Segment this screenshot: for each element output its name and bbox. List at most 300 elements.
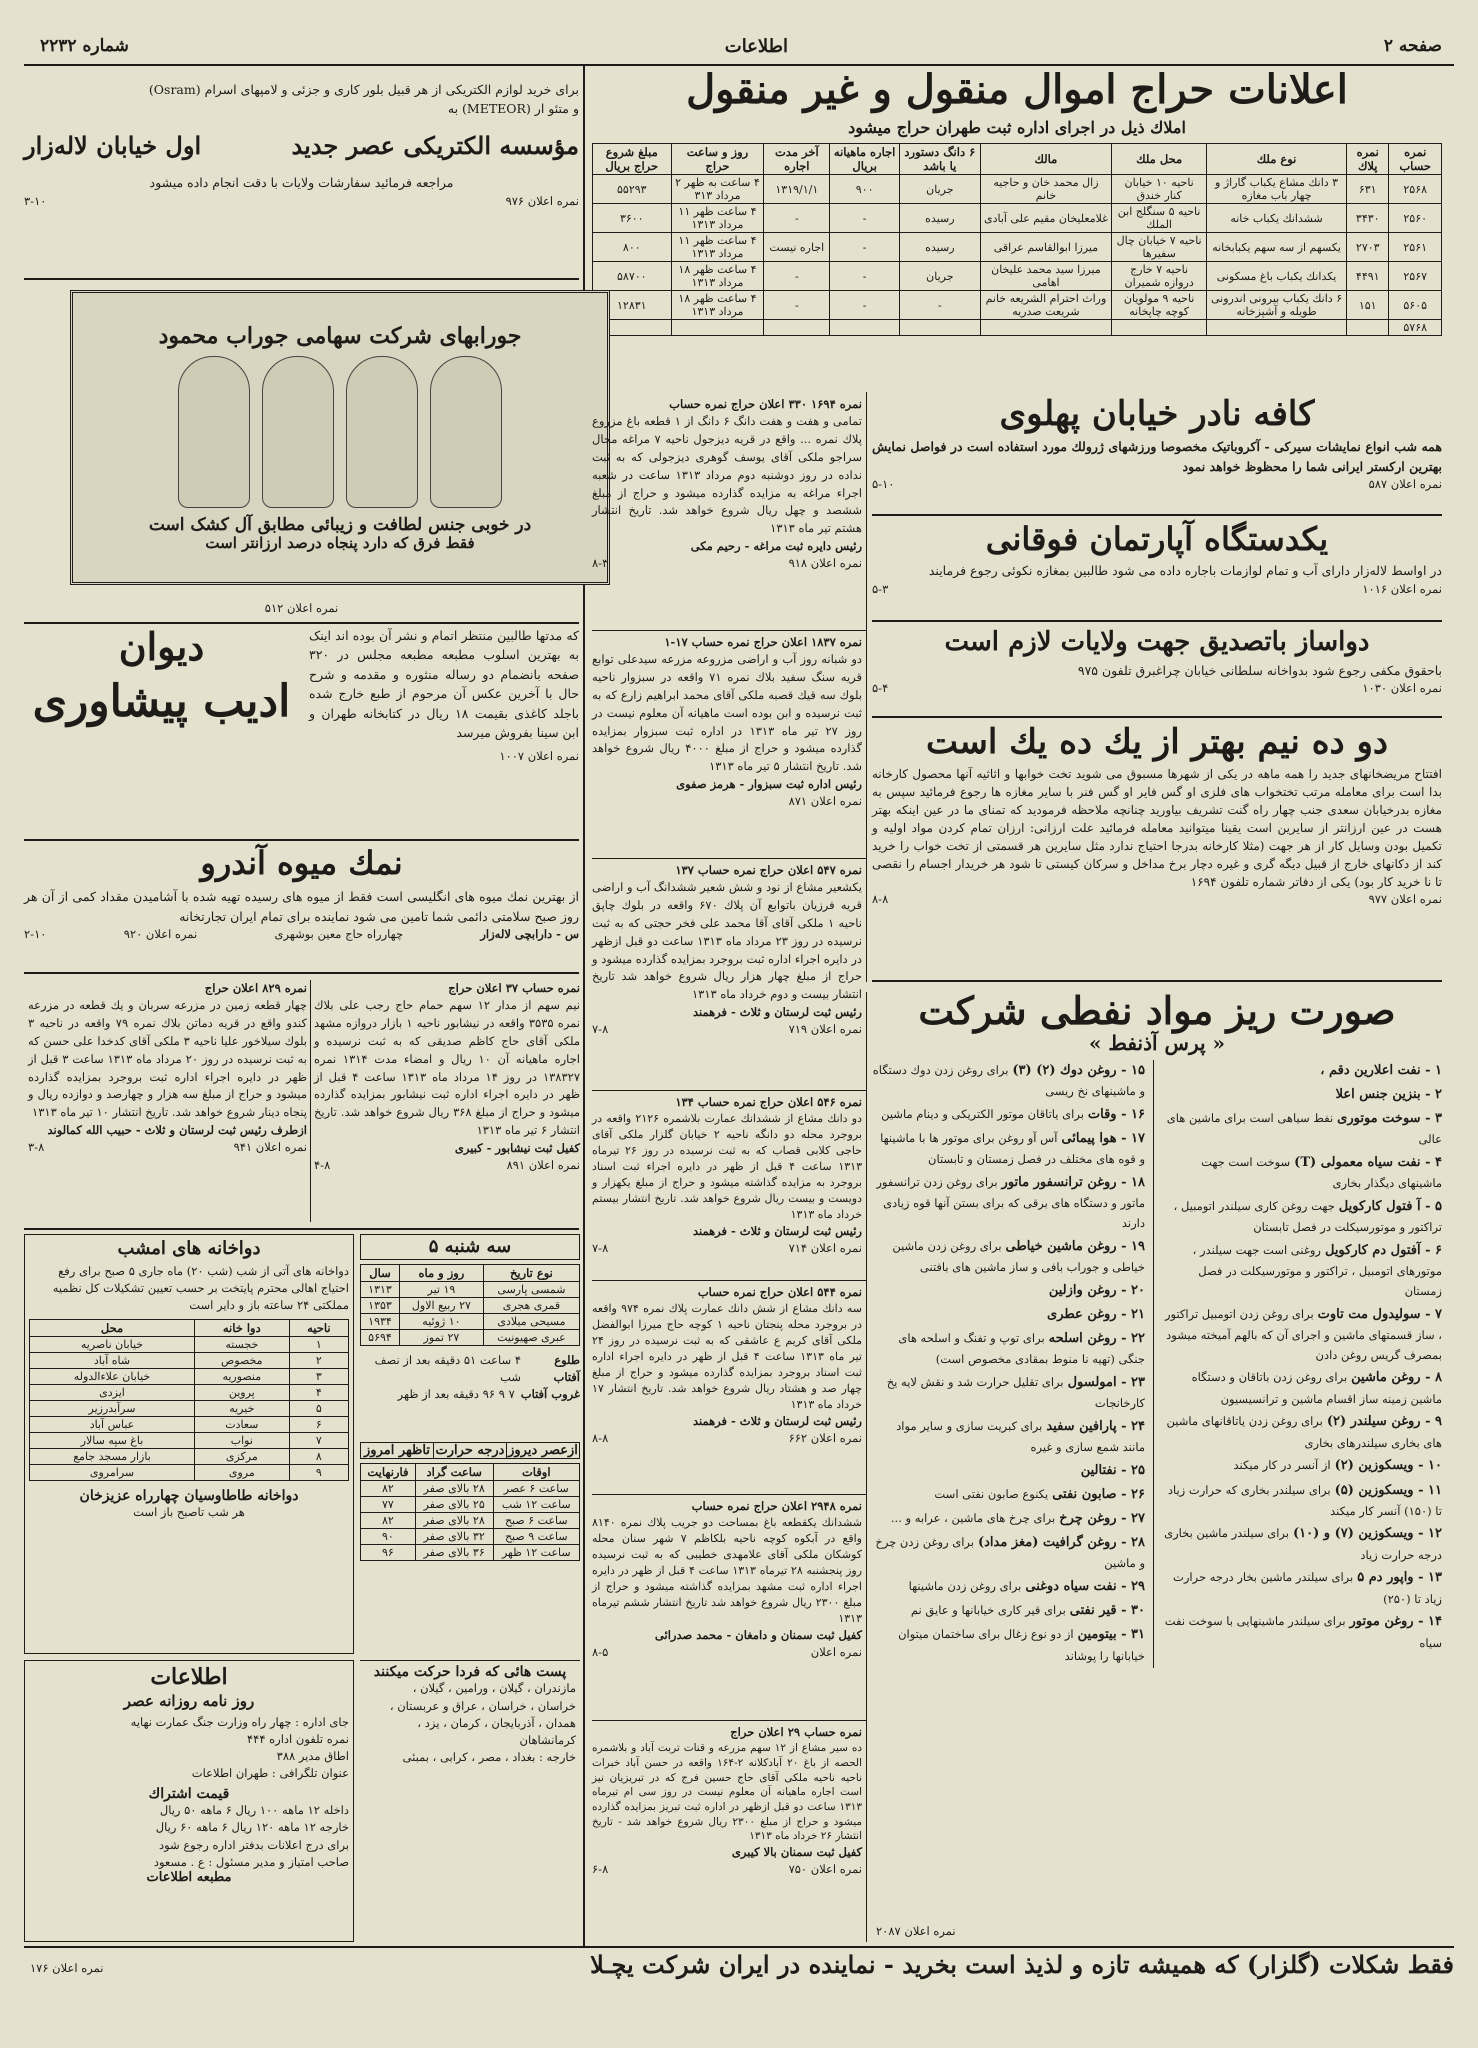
table-cell: ۳۶۰۰ bbox=[593, 204, 672, 233]
table-cell: ۴ ساعت به ظهر ۲ مرداد ۳۱۳ bbox=[671, 175, 764, 204]
divider bbox=[592, 630, 866, 631]
calendar-day-number: ۵ bbox=[428, 1236, 439, 1257]
table-cell: ۸۲ bbox=[361, 1513, 416, 1529]
table-cell: ۵۵۲۹۳ bbox=[593, 175, 672, 204]
table-cell: ۱۲۸۳۱ bbox=[593, 291, 672, 320]
ad-1694-body: تمامی و هفت و هفت دانگ ۶ دانگ از ۱ قطعه باغ مزروع پلاك نمره ... واقع در قریه دیزجول ناحیه ۷ مراغه محال سراجو ملکی آقای یوسف گوهری دیزجولی که به ثبت نداده در روز دوشنبه دوم مرداد ۱۳۱۳ ساعت در شعبه اجراء مراغه به مزایده گذارده میشود و حراج از مبلغ ششصد و چهل ریال شروع خواهد شد. تاریخ انتشار هشتم تیر ماه ۱۳۱۳ bbox=[592, 414, 862, 536]
list-item bbox=[872, 1236, 1145, 1277]
table-cell: ۸۰۰ bbox=[593, 233, 672, 262]
pharmacist-ad-code: ۵-۴ bbox=[872, 680, 889, 695]
stockings-line-2: فقط فرق که دارد پنجاه درصد ارزانتر است bbox=[205, 533, 475, 552]
table-cell: ساعت ۱۲ ظهر bbox=[493, 1545, 579, 1561]
product-name: ۳۰ - قیر نفتی bbox=[1069, 1603, 1145, 1619]
pharmacy-column-header: محل bbox=[30, 1319, 195, 1336]
product-description: برای سیلندر بخاری که حرارت زیاد تا (۱۵۰) آنسر کار میکند bbox=[1167, 1482, 1442, 1518]
auction-ad-2948 bbox=[592, 1498, 862, 1716]
product-name: ۱۶ - وقات bbox=[1087, 1106, 1145, 1122]
leg-figure bbox=[430, 356, 502, 508]
table-row bbox=[361, 1497, 580, 1513]
info-outside-price: خارجه ۱۲ ماهه ۱۲۰ ریال ۶ ماهه ۶۰ ریال bbox=[155, 1820, 349, 1835]
list-item bbox=[1162, 1567, 1442, 1608]
ad-29-code: ۶-۸ bbox=[592, 1862, 609, 1877]
product-name: ۱۸ - روغن ترانسفور ماتور bbox=[1001, 1174, 1145, 1190]
ad-544-code: ۸-۸ bbox=[592, 1431, 609, 1446]
product-name: ۲۳ - امولسول bbox=[1067, 1374, 1145, 1390]
product-description: برای یاتاقان موتور الکتریکی و دینام ماشین bbox=[881, 1106, 1084, 1121]
ad-547-sign: رئیس ثبت لرستان و ثلاث - فرهمند bbox=[692, 1004, 862, 1019]
apartment-ad-code: ۵-۳ bbox=[872, 581, 889, 596]
ad-547-body: یکشعیر مشاع از نود و شش شعیر ششدانگ آب و اراضی قریه فرزیان باتوابع آن پلاك ۶۷۰ واقعه در بلوك چاپق ناحیه ۱ ملکی آقای آقا محمد علی فخر حجتی که به ثبت نرسیده در روز ۲۳ مرداد ماه ۱۳۱۳ ساعت دو قبل ازظهر در دایره اجراء اداره ثبت بروجرد بمزایده گذارده میشود و حراج از مبلغ چهار هزار ریال شروع خواهد شد تاریخ انتشار بیست و دوم خرداد ماه ۱۳۱۳ bbox=[591, 880, 863, 1002]
osram-text-1: برای خرید لوازم الکتریکی از هر قبیل بلور کاری و جزئی و لامپهای اسرام (Osram) bbox=[148, 82, 579, 97]
table-cell: ناحیه ۷ خارج دروازه شمیران bbox=[1112, 262, 1207, 291]
pharmacy-column-header: ناحیه bbox=[289, 1319, 348, 1336]
product-name: ۱۷ - هوا پیمائی bbox=[1061, 1130, 1145, 1146]
pharmacy-extra-note: هر شب تاصبح باز است bbox=[133, 1504, 245, 1519]
list-item bbox=[872, 1416, 1145, 1457]
list-item bbox=[1162, 1367, 1442, 1408]
product-name: ۷ - سولیدول مت تاوت bbox=[1317, 1306, 1442, 1322]
ad-546-code: ۷-۸ bbox=[592, 1241, 609, 1256]
auction-column-header: روز و ساعت حراج bbox=[671, 144, 764, 175]
auction-column-header: نمره حساب bbox=[1389, 144, 1442, 175]
calendar-column-header: روز و ماه bbox=[399, 1264, 483, 1281]
table-cell: باغ سپه سالار bbox=[30, 1432, 195, 1448]
temperature-table bbox=[360, 1463, 580, 1561]
list-item bbox=[872, 1484, 1145, 1505]
diwan-ad-number: نمره اعلان ۱۰۰۷ bbox=[499, 749, 579, 764]
post-title: پست هائی که فردا حرکت میکنند bbox=[373, 1664, 567, 1680]
sunset-label: غروب آفتاب bbox=[520, 1387, 580, 1402]
fruit-salt-agent: چهارراه حاج معین بوشهری bbox=[274, 926, 404, 941]
table-row bbox=[30, 1384, 349, 1400]
divider bbox=[592, 1720, 866, 1721]
table-cell bbox=[1347, 320, 1389, 336]
table-cell: - bbox=[900, 291, 981, 320]
product-name: ۱۹ - روغن ماشین خیاطی bbox=[1005, 1238, 1145, 1254]
petroleum-list-left bbox=[872, 1060, 1145, 1669]
ad-1694-code: ۸-۳ bbox=[592, 556, 609, 571]
stockings-ad-number: نمره اعلان ۵۱۲ bbox=[264, 601, 339, 615]
table-cell: خجسته bbox=[194, 1336, 289, 1352]
product-description: برای روغن زدن ماشینها bbox=[908, 1579, 1022, 1594]
ad-546-sign: رئیس ثبت لرستان و ثلاث - فرهمند bbox=[692, 1223, 862, 1238]
ad-37-head: نمره حساب ۳۷ اعلان حراج bbox=[448, 981, 580, 995]
table-row bbox=[30, 1368, 349, 1384]
table-row bbox=[361, 1513, 580, 1529]
auction-ad-1837 bbox=[592, 634, 862, 856]
auction-ad-1694 bbox=[592, 396, 862, 626]
table-cell: ۹ bbox=[289, 1464, 348, 1480]
product-name: ۲۹ - نفت سیاه دوغنی bbox=[1025, 1579, 1145, 1595]
osram-location: اول خیابان لاله‌زار bbox=[24, 130, 202, 160]
table-cell: ۳ bbox=[289, 1368, 348, 1384]
auction-subtitle: املاك ذیل در اجرای اداره ثبت طهران حراج میشود bbox=[848, 118, 1186, 137]
product-description: برای روغن زدن اتومبیل تراکتور ، ساز قسمتهای ماشین و اجرای آن که بالهم آمیخته میشود بمصرف گریس روغن دادن bbox=[1164, 1306, 1442, 1362]
product-name: ۲۷ - روغن چرخ bbox=[1059, 1510, 1145, 1526]
sunrise-label: طلوع آفتاب bbox=[553, 1352, 580, 1385]
table-row bbox=[30, 1432, 349, 1448]
beds-title: دو ده نیم بهتر از یك ده یك است bbox=[925, 722, 1389, 762]
auction-column-header: نمره پلاك bbox=[1347, 144, 1389, 175]
list-item bbox=[872, 1372, 1145, 1413]
ad-1837-head: نمره ۱۸۳۷ اعلان حراج نمره حساب ۱۷-۱ bbox=[664, 635, 862, 649]
info-address: جای اداره : چهار راه وزارت جنگ عمارت نهایه bbox=[130, 1714, 349, 1729]
list-item bbox=[1162, 1060, 1442, 1081]
table-cell: ۱۳۱۹/۱/۱ bbox=[764, 175, 830, 204]
ad-37-code: ۴-۸ bbox=[314, 1158, 331, 1172]
table-cell: ناحیه ۵ سنگلج ابن الملك bbox=[1112, 204, 1207, 233]
fruit-salt-ad-number: نمره اعلان ۹۲۰ bbox=[123, 926, 198, 941]
temperature-title: درجه حرارت bbox=[433, 1443, 507, 1458]
table-cell: ۶ دانك یکباب بیرونی اندرونی طویله و آشپزخانه bbox=[1207, 291, 1347, 320]
table-cell: - bbox=[764, 291, 830, 320]
product-name: ۴ - نفت سیاه معمولی (T) bbox=[1294, 1155, 1442, 1171]
product-description: برای روغن زدن دوك دستگاه و ماشینهای نخ ریسی bbox=[872, 1062, 1145, 1098]
cafe-ad-code: ۵-۱۰ bbox=[872, 477, 895, 492]
table-row bbox=[361, 1545, 580, 1561]
table-cell: ۳ دانك مشاع یکباب گاراژ و چهار باب مغازه bbox=[1207, 175, 1347, 204]
temperature-box bbox=[360, 1442, 580, 1652]
cafe-title: کافه نادر خیابان پهلوی bbox=[999, 394, 1315, 434]
ad-547-head: نمره ۵۴۷ اعلان حراج نمره حساب ۱۳۷ bbox=[675, 863, 862, 877]
list-item bbox=[1162, 1480, 1442, 1521]
petroleum-ad bbox=[872, 990, 1442, 1942]
ad-546-head: نمره ۵۴۶ اعلان حراج نمره حساب ۱۳۴ bbox=[675, 1095, 862, 1109]
product-name: ۲ - بنزین جنس اعلا bbox=[1335, 1086, 1442, 1102]
fruit-salt-title: نمك میوه آندرو bbox=[200, 844, 403, 882]
auction-title: اعلانات حراج اموال منقول و غیر منقول bbox=[686, 66, 1348, 113]
table-cell: ۲۵ بالای صفر bbox=[415, 1497, 493, 1513]
footer-chocolate-ad: فقط شکلات (گلزار) که همیشه تازه و لذیذ است بخرید - نماینده در ایران شرکت یچـلا bbox=[590, 1950, 1454, 1979]
list-item bbox=[1162, 1196, 1442, 1237]
table-cell: خیابان علاءالدوله bbox=[30, 1368, 195, 1384]
table-cell: ۱۹۳۴ bbox=[361, 1313, 400, 1329]
table-cell: - bbox=[764, 262, 830, 291]
product-description: برای روغن زدن ترانسفور ماتور و دستگاه های برقی که برای بستن آنها قوه زیادی دارند bbox=[876, 1174, 1145, 1230]
list-item bbox=[872, 1304, 1145, 1325]
info-subscription-title: قیمت اشتراك bbox=[148, 1785, 230, 1802]
ad-1837-number: نمره اعلان ۸۷۱ bbox=[788, 794, 862, 809]
table-cell: شاه آباد bbox=[30, 1352, 195, 1368]
list-item bbox=[872, 1600, 1145, 1621]
ad-29-number: نمره اعلان ۷۵۰ bbox=[788, 1862, 862, 1877]
table-cell: رسیده bbox=[900, 233, 981, 262]
product-name: ۱۳ - واپور دم ۵ bbox=[1357, 1570, 1442, 1586]
table-cell: ۳۲ بالای صفر bbox=[415, 1529, 493, 1545]
table-cell: سرآبدرزیر bbox=[30, 1400, 195, 1416]
list-item bbox=[872, 1060, 1145, 1101]
pharmacist-ad-number: نمره اعلان ۱۰۳۰ bbox=[1362, 680, 1442, 695]
list-item bbox=[1162, 1411, 1442, 1452]
info-phone-1: نمره تلفون اداره ۴۴۴ bbox=[246, 1731, 349, 1746]
pharmacy-box bbox=[24, 1234, 354, 1654]
table-row bbox=[361, 1529, 580, 1545]
calendar-day bbox=[360, 1234, 580, 1260]
product-description: برای سیلندر ماشین بخار درجه حرارت زیاد تا (۲۵۰) bbox=[1173, 1570, 1442, 1606]
post-line-1: مازندران ، گیلان ، ورامین ، گیلان ، bbox=[412, 1681, 576, 1696]
table-cell: ساعت ۶ عصر bbox=[493, 1481, 579, 1497]
info-inside-price: داخله ۱۲ ماهه ۱۰۰ ریال ۶ ماهه ۵۰ ریال bbox=[159, 1803, 349, 1818]
ad-1694-sign: رئیس دایره ثبت مراغه - رحیم مکی bbox=[690, 538, 862, 553]
table-cell: مخصوص bbox=[194, 1352, 289, 1368]
ad-2948-body: ششدانك يكقطعه باغ بمساحت دو جریب پلاك نمره ۸۱۴۰ واقع در آبکوه کوچه ناحیه بلکاظم ۷ شهر سنان محله کوشکان ملکی آقای علامهدی خطیبی که به ثبت نرسیده روز پنجشنبه ۲۸ تیرماه ۱۳۱۳ ساعت ۴ قبل از ظهر در دایره اجراء اداره ثبت مشهد بمزایده گذاشته میشود و حراج از مبلغ ۲۳۰۰ ریال شروع خواهد شد تاریخ انتشار ششم تیرماه ۱۳۱۳ bbox=[592, 1516, 863, 1625]
temperature-column-header: ساعت گراد bbox=[415, 1464, 493, 1481]
table-cell: یکدانك یکباب باغ مسکونی bbox=[1207, 262, 1347, 291]
table-cell: - bbox=[830, 233, 900, 262]
table-cell: ۵ bbox=[289, 1400, 348, 1416]
ad-37-number: نمره اعلان ۸۹۱ bbox=[506, 1158, 580, 1172]
product-description: برای توپ و تفنگ و اسلحه های جنگی (تهیه نا منوط بمقادی مخصوص است) bbox=[898, 1330, 1145, 1366]
list-item bbox=[872, 1172, 1145, 1233]
pharmacist-text: باحقوق مکفی رجوع شود بدواخانه سلطانی خیابان چراغبرق تلفون ۹۷۵ bbox=[1077, 662, 1442, 678]
product-name: ۲۸ - روغن گرافیت (مغز مداد) bbox=[977, 1535, 1145, 1551]
table-row bbox=[593, 320, 1442, 336]
post-line-4: خارجه : بغداد ، مصر ، کرابی ، بمبئی bbox=[402, 1750, 576, 1765]
petroleum-ad-number: نمره اعلان ۲۰۸۷ bbox=[876, 1923, 956, 1938]
ad-546-body: دو دانك مشاع از ششدانك عمارت بلاشمره ۲۱۲۶ واقعه در بروجرد محله دو دانگه ناحیه ۲ خیابان گلزار ملکی آقای حاجی کلابی قصاب که به ثبت نرسیده در روز ۲۶ تیرماه ۱۳۱۳ ساعت ۴ قبل از ظهر در دایره اجراء ثبت اسناد بروجرد به مزایده گذاشته میشود و حراج از مبلغ یکهزار و دویست و بیست ریال شروع خواهد شد. تاریخ انتشار بیستم خرداد ماه ۱۳۱۳ bbox=[592, 1112, 862, 1221]
ad-544-head: نمره ۵۴۴ اعلان حراج نمره حساب bbox=[697, 1285, 862, 1299]
calendar-table bbox=[360, 1264, 580, 1346]
table-cell: ۱ bbox=[289, 1336, 348, 1352]
list-item bbox=[872, 1104, 1145, 1125]
table-cell: ناحیه ۹ مولویان کوچه چاپخانه bbox=[1112, 291, 1207, 320]
calendar-day-name: سه شنبه bbox=[444, 1236, 512, 1257]
column-divider-mid-lower bbox=[866, 992, 867, 1942]
table-cell: ۲۵۶۷ bbox=[1389, 262, 1442, 291]
table-cell: ۳۶ بالای صفر bbox=[415, 1545, 493, 1561]
table-cell bbox=[764, 320, 830, 336]
table-cell: ناحیه ۱۰ خیابان کنار خندق bbox=[1112, 175, 1207, 204]
post-line-2: خراسان ، خراسان ، عراق و عربستان ، bbox=[389, 1698, 576, 1713]
list-item bbox=[872, 1328, 1145, 1369]
table-row bbox=[361, 1329, 580, 1345]
ad-1837-body: دو شبانه روز آب و اراضی مزروعه مزرعه سیدعلی توابع قریه سنگ سفید بلاك نمره ۷۱ واقعه در سبزوار ناحیه بلوك سه قیك قصبه ملکی آقای محمد ابراهیم زارع که به ثبت نرسیده و ابن بوده است ماهیانه آن معلوم نیست در روز ۲۷ تیر ماه ۱۳۱۳ در اداره ثبت سبزوار بمزایده گذارده میشود و حراج از مبلغ ۴۰۰۰ ریال شروع خواهد شد. تاریخ انتشار ۵ تیر ماه ۱۳۱۳ bbox=[592, 652, 862, 774]
auction-column-header: مالك bbox=[980, 144, 1112, 175]
list-item bbox=[872, 1576, 1145, 1597]
newspaper-info-box bbox=[24, 1660, 354, 1942]
product-name: ۶ - آفتول دم کاركویل bbox=[1324, 1242, 1442, 1258]
calendar-column-header: سال bbox=[361, 1264, 400, 1281]
beds-ad-code: ۸-۸ bbox=[872, 892, 889, 907]
table-cell bbox=[830, 320, 900, 336]
osram-ad-number: نمره اعلان ۹۷۶ bbox=[505, 193, 579, 208]
temperature-column-header: اوقات bbox=[493, 1464, 579, 1481]
product-name: ۱ - نفت اعلارین دقم ، bbox=[1320, 1062, 1442, 1078]
diwan-intro: که مدتها طالبین منتظر اتمام و نشر آن بوده اند اینک به بهترین اسلوب مطبعه مطبعه مجلس در ۳۲۰ صفحه بانضمام دو رساله منثوره و مقدمه و شرح حال با آخرین عکس آن مرحوم از طبع خارج شده باجلد کاغذی بقیمت ۱۸ ریال در کتابخانه طهران و ابن سینا بفروش میرسد bbox=[309, 628, 579, 740]
product-description: جهت روغن کاری سیلندر اتومبیل ، تراکتور و موتورسیکلت در فصل تابستان bbox=[1173, 1198, 1442, 1235]
page-number: صفحه ۲ bbox=[1383, 36, 1442, 56]
table-cell: ۵۸۷۰۰ bbox=[593, 262, 672, 291]
calendar-column-header: نوع تاریخ bbox=[483, 1264, 579, 1281]
table-row bbox=[30, 1336, 349, 1352]
divider bbox=[592, 1494, 866, 1495]
table-row bbox=[30, 1448, 349, 1464]
table-cell: ۲۷ تموز bbox=[399, 1329, 483, 1345]
table-cell: ۱۵۱ bbox=[1347, 291, 1389, 320]
table-cell: سعادت bbox=[194, 1416, 289, 1432]
ad-2948-number: نمره اعلان bbox=[810, 1645, 862, 1660]
sunset-time: ۷ ۹ ۹۶ دقیقه بعد از ظهر bbox=[397, 1387, 515, 1402]
divider bbox=[24, 622, 579, 624]
table-row bbox=[30, 1464, 349, 1480]
info-title: اطلاعات bbox=[150, 1664, 228, 1690]
pharmacist-title: دواساز باتصدیق جهت ولایات لازم است bbox=[944, 627, 1370, 657]
ad-829-code: ۳-۸ bbox=[28, 1140, 45, 1155]
sunrise-time: ۴ ساعت ۵۱ دقیقه بعد از نصف شب bbox=[374, 1352, 522, 1385]
info-owner: صاحب امتیاز و مدیر مسئول : ع . مسعود bbox=[153, 1854, 349, 1869]
table-cell: ۶۳۱ bbox=[1347, 175, 1389, 204]
beds-ad bbox=[872, 724, 1442, 982]
product-name: ۲۶ - صابون نفتی bbox=[1052, 1486, 1145, 1502]
auction-ad-544 bbox=[592, 1284, 862, 1484]
info-ads: برای درج اعلانات بدفتر اداره رجوع شود bbox=[158, 1837, 349, 1852]
product-name: ۱۲ - ویسکوزین (۷) و (۱۰) bbox=[1292, 1526, 1442, 1542]
table-cell: بازار مسجد جامع bbox=[30, 1448, 195, 1464]
product-description: برای روغن زدن چرخ و ماشین bbox=[875, 1535, 1145, 1571]
ad-829-number: نمره اعلان ۹۴۱ bbox=[233, 1140, 307, 1155]
divider bbox=[592, 1090, 866, 1091]
product-description: برای تقلیل حرارت شد و نقش لایه یخ کارخانجات bbox=[886, 1374, 1145, 1410]
table-cell: ۲۵۶۰ bbox=[1389, 204, 1442, 233]
fruit-salt-ad-code: ۲-۱۰ bbox=[24, 926, 47, 941]
post-box bbox=[360, 1660, 580, 1942]
list-item bbox=[872, 1460, 1145, 1481]
table-cell: ۲ bbox=[289, 1352, 348, 1368]
table-cell bbox=[900, 320, 981, 336]
table-cell: ایزدی bbox=[30, 1384, 195, 1400]
table-cell: ۴ ساعت ظهر ۱۱ مرداد ۱۳۱۳ bbox=[671, 233, 764, 262]
list-item bbox=[1162, 1108, 1442, 1149]
product-description: برای چرخ های ماشین ، عرابه و ... bbox=[890, 1510, 1056, 1525]
beds-text: افتتاح مریضخانهای جدید را همه ماهه در یکی از شهرها مسبوق می شوید تخت خوابها و اثاثیه آنها محصول کارخانه بدا است برای معامله مرتب تختخواب های فلزی او گس فایر او گس فنر با سایر مغازه ها رجوع فرمائید سپس به مغازه بدرخیابان سعدی جنب چهار راه گنت تشریف بیاورید چنانچه ملاحظه فرمودید که تمنای ما در عین اینکه بهتر هست در عین ارزانتر از سایرین است یقینا میتوانید معامله فرمائید علت ارزانی: ارزان تمام کردن مواد اولیه و تکمیل بودن وسایل کار از هر جهت (مثلا کارخانه بدرجا احتیاج ندارد مثل سایرین هر قسمتی از تخت خواب را خرید کند از دکانهای خارج از قبیل دیگه گری و غیره دچار برخ مداخل و سرکان کیستی تا شود هر خریدار اجسام را نقصی تا نا خرید کار بود) یکی از دفاتر شماره تلفون ۱۶۹۴ bbox=[872, 767, 1442, 890]
table-cell: ۸۲ bbox=[361, 1481, 416, 1497]
table-cell: قمری هجری bbox=[483, 1297, 579, 1313]
newspaper-name: اطلاعات bbox=[724, 36, 788, 57]
diwan-author: ادیب پیشاوری bbox=[32, 675, 291, 727]
table-cell: غلامعلیخان مقیم علی آبادی bbox=[980, 204, 1112, 233]
petroleum-title: صورت ریز مواد نفطی شرکت bbox=[918, 988, 1396, 1033]
table-cell: سرامروی bbox=[30, 1464, 195, 1480]
leg-figure bbox=[178, 356, 250, 508]
ad-544-body: سه دانك مشاع از شش دانك عمارت پلاك نمره ۹۷۴ واقعه در بروجرد محله پنجتان ناحیه ۱ کوچه حاج میرزا ابوالفضل ملکی آقای کریم ع عاشقی که به ثبت نرسیده در روز ۲۴ تیر ماه ۱۳۱۳ ساعت ۴ قبل از ظهر در دایره اجراء اداره ثبت اسناد بروجرد بمزایده گذارده میشود و حراج از مبلغ چهار صد و هشتاد ریال شروع خواهد شد. تاریخ انتشار ۱۷ خرداد ماه ۱۳۱۳ bbox=[592, 1302, 862, 1411]
ad-829-sign: ازطرف رئیس ثبت لرستان و ثلاث - حبیب الله کمالوند bbox=[47, 1122, 307, 1137]
table-row bbox=[361, 1313, 580, 1329]
table-cell: ۱۹ تیر bbox=[399, 1281, 483, 1297]
table-cell: زال محمد خان و حاجیه خانم bbox=[980, 175, 1112, 204]
table-row bbox=[593, 204, 1442, 233]
table-cell: ساعت ۹ صبح bbox=[493, 1529, 579, 1545]
table-row bbox=[361, 1281, 580, 1297]
product-name: ۳ - سوخت موتوری bbox=[1337, 1111, 1442, 1127]
table-cell: ۴ ساعت ظهر ۱۱ مرداد ۱۳۱۳ bbox=[671, 204, 764, 233]
table-cell: ۱۳۱۳ bbox=[361, 1281, 400, 1297]
table-row bbox=[361, 1481, 580, 1497]
table-cell: پروین bbox=[194, 1384, 289, 1400]
table-cell: ۷۷ bbox=[361, 1497, 416, 1513]
column-divider-mid bbox=[866, 392, 867, 982]
fruit-salt-text: از بهترین نمك میوه های انگلیسی است فقط از میوه های رسیده تهیه شده با آشامیدن مقداد کمی از آن هر روز صبح سلامتی دائمی شما تامین می شود نماینده برای تمام ایران تجارتخانه bbox=[24, 889, 579, 924]
divider bbox=[592, 858, 866, 859]
pharmacy-column-header: دوا خانه bbox=[194, 1319, 289, 1336]
list-item bbox=[872, 1624, 1145, 1665]
ad-547-number: نمره اعلان ۷۱۹ bbox=[788, 1022, 862, 1037]
table-cell: ۱۳۵۳ bbox=[361, 1297, 400, 1313]
table-row bbox=[593, 233, 1442, 262]
osram-text-2: و متئو ار (METEOR) به bbox=[447, 101, 579, 117]
list-item bbox=[1162, 1152, 1442, 1193]
table-cell: میرزا ابوالقاسم عراقی bbox=[980, 233, 1112, 262]
diwan-title: دیوان bbox=[118, 624, 205, 669]
apartment-ad-number: نمره اعلان ۱۰۱۶ bbox=[1362, 581, 1442, 596]
post-line-3: همدان ، آذربایجان ، کرمان ، یزد ، کرمانشاهان bbox=[417, 1715, 576, 1748]
table-cell: ساعت ۶ صبح bbox=[493, 1513, 579, 1529]
pharmacy-title: دواخانه های امشب bbox=[117, 1238, 261, 1259]
product-description: سوخت است جهت ماشینهای دیگذار بخاری bbox=[1201, 1155, 1442, 1191]
table-cell: ۴ bbox=[289, 1384, 348, 1400]
list-item bbox=[1162, 1084, 1442, 1105]
table-cell: مسیحی میلادی bbox=[483, 1313, 579, 1329]
ad-544-number: نمره اعلان ۶۶۲ bbox=[788, 1431, 862, 1446]
table-cell: - bbox=[830, 291, 900, 320]
apartment-title: یکدستگاه آپارتمان فوقانی bbox=[985, 520, 1329, 558]
diwan-ad bbox=[24, 626, 579, 841]
list-item bbox=[1162, 1240, 1442, 1301]
table-cell: منصوریه bbox=[194, 1368, 289, 1384]
product-description: روغنی است جهت سیلندر ، موتورهای اتومبیل ، تراکتور و موتورسیکلت در فصل زمستان bbox=[1192, 1242, 1442, 1298]
ad-546-number: نمره اعلان ۷۱۴ bbox=[788, 1241, 862, 1256]
ad-547-code: ۷-۸ bbox=[592, 1022, 609, 1037]
apartment-ad bbox=[872, 522, 1442, 622]
ad-2948-sign: کفیل ثبت سمنان و دامغان - محمد صدرائی bbox=[654, 1627, 862, 1642]
table-row bbox=[30, 1416, 349, 1432]
ad-829-body: چهار قطعه زمین در مزرعه سربان و یك قطعه در مزرعه کندو واقع در قریه دماتن بلاك نمره ۷۹ واقعه در ناحیه ۳ بلوك سیلاخور علیا ناحیه ۳ ملکی آقای کدخدا علی حسن که به ثبت نرسیده در روز ۲۰ مرداد ماه ۱۳۱۳ ساعت ۳ قبل از ظهر در دایره اجراء اداره ثبت بروجرد بمزایده گذارده میشود و حراج از مبلغ سه هزار و چهارصد و دوازده ریال و پنجاه دینار شروع خواهد شد. تاریخ انتشار ۱۰ تیر ماه ۱۳۱۳ bbox=[28, 998, 308, 1120]
table-cell: ۴۴۹۱ bbox=[1347, 262, 1389, 291]
product-name: ۹ - روغن سیلندر (۲) bbox=[1326, 1414, 1442, 1430]
list-item bbox=[872, 1280, 1145, 1301]
table-cell: - bbox=[830, 204, 900, 233]
table-row bbox=[593, 262, 1442, 291]
table-cell: ۲۸ بالای صفر bbox=[415, 1481, 493, 1497]
osram-ad bbox=[24, 80, 579, 280]
table-cell bbox=[980, 320, 1112, 336]
table-cell: مروی bbox=[194, 1464, 289, 1480]
table-row bbox=[593, 175, 1442, 204]
table-cell: ۲۷ ربیع الاول bbox=[399, 1297, 483, 1313]
fruit-salt-shop: س - دارابچی لاله‌زار bbox=[480, 926, 579, 941]
temperature-left: ازعصر دیروز bbox=[508, 1443, 578, 1458]
ad-29-body: ده سیر مشاع از ۱۲ سهم مزرعه و قنات تربت آباد و بلاشمره الحصه از باغ ۲۰ آبادکلانه ۲-۱۶۴ واقعه در حسن آباد خبرات ناحیه ناحیه ملکی آقای حاج حسین فرج که در تبریزیان نیز است اجاره ماهیانه آن معلوم نیست در روز سی ام تیرماه ۱۳۱۳ ساعت دو قبل ازظهر در اداره ثبت تبریز بمزایده گذارده میشود و حراج از مبلغ ۲۳۰۰ ریال شروع خواهد شد - تاریخ انتشار ۲۶ خرداد ماه ۱۳۱۳ bbox=[592, 1742, 863, 1843]
stockings-headline: جورابهای شرکت سهامی جوراب محمود bbox=[158, 322, 522, 349]
info-phone-2: اطاق مدیر ۳۸۸ bbox=[276, 1749, 349, 1764]
petroleum-list-right bbox=[1162, 1060, 1442, 1669]
list-item bbox=[1162, 1304, 1442, 1365]
table-cell: ۳۴۳۰ bbox=[1347, 204, 1389, 233]
product-description: آس آو روغن برای موتور ها با ماشینها و قوه های مختلف در فصل زمستان و تابستان bbox=[880, 1130, 1145, 1167]
product-description: برای روغن زدن باتاقان و دستگاه ماشین زمینه ساز اقسام ماشین و ترانسیسیون bbox=[1191, 1370, 1442, 1406]
auction-column-header: اجاره ماهیانه بریال bbox=[830, 144, 900, 175]
table-cell: ۲۷۰۳ bbox=[1347, 233, 1389, 262]
product-name: ۲۰ - روغن وازلین bbox=[1048, 1282, 1145, 1298]
table-cell bbox=[1207, 320, 1347, 336]
table-cell: ششدانك یکباب خانه bbox=[1207, 204, 1347, 233]
product-description: از آنسر در کار میکند bbox=[1233, 1458, 1331, 1473]
divider bbox=[592, 1280, 866, 1281]
table-cell: ۲۵۶۱ bbox=[1389, 233, 1442, 262]
petroleum-subtitle: « پرس آذنفط » bbox=[1088, 1030, 1226, 1055]
footer-rule bbox=[24, 1946, 1454, 1948]
temperature-column-header: فارنهایت bbox=[361, 1464, 416, 1481]
product-name: ۱۱ - ویسکوزین (۵) bbox=[1334, 1482, 1442, 1498]
